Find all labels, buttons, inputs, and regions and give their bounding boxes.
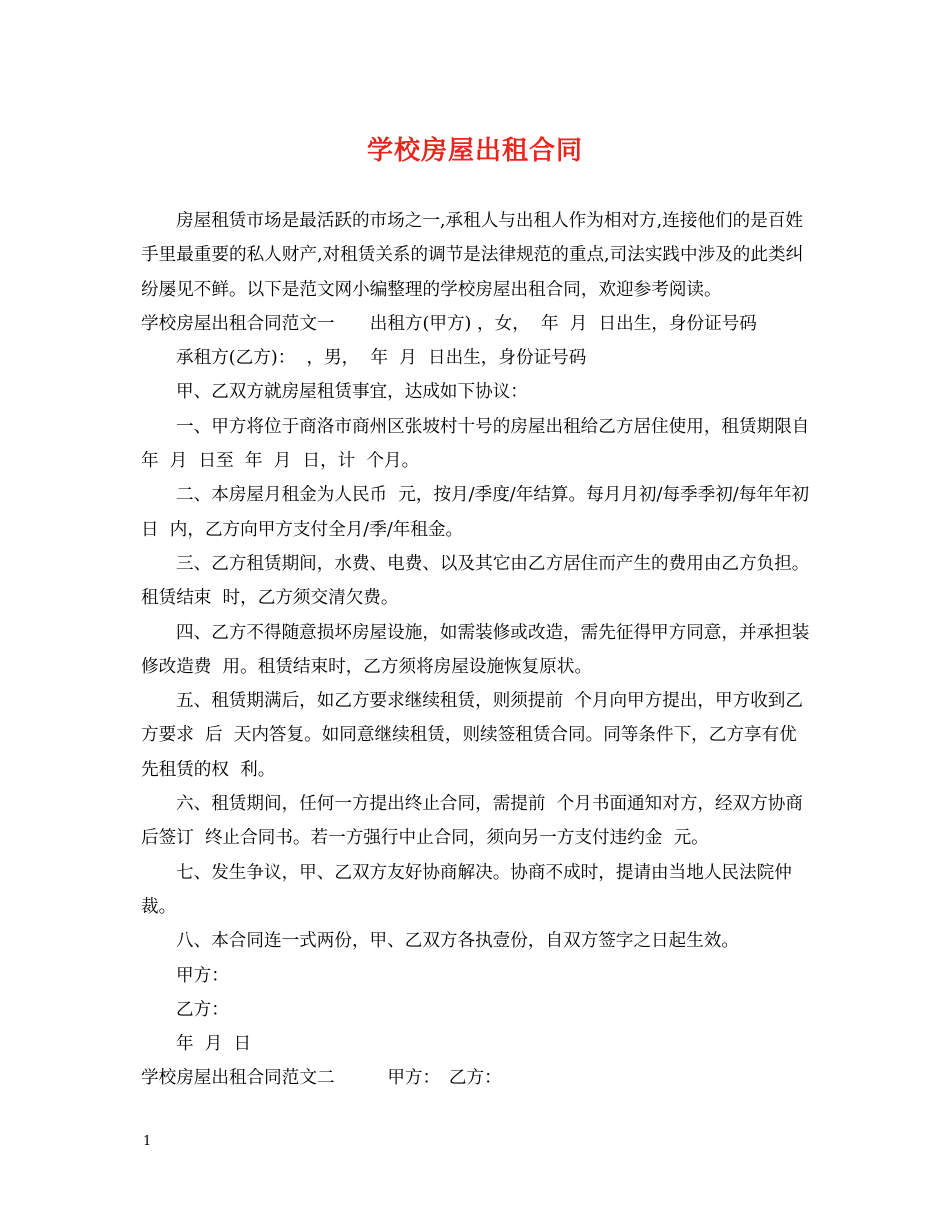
clause-4: 四、乙方不得随意损坏房屋设施，如需装修或改造，需先征得甲方同意，并承担装修改造费 用。租赁结束时，乙方须将房屋设施恢复原状。 xyxy=(141,622,810,677)
clause-5: 五、租赁期满后，如乙方要求继续租赁，则须提前 个月向甲方提出，甲方收到乙方要求 后 天内答复。如同意继续租赁，则续签租赁合同。同等条件下，乙方享有优先租赁的权 利。 xyxy=(141,691,803,780)
document-body xyxy=(141,204,821,1096)
clause-1: 一、甲方将位于商洛市商州区张坡村十号的房屋出租给乙方居住使用，租赁期限自 年 月 日至 年 月 日，计 个月。 xyxy=(141,416,821,472)
document-title: 学校房屋出租合同 xyxy=(366,136,583,166)
signature-date: 年 月 日 xyxy=(176,1034,252,1055)
clause-6: 六、租赁期间，任何一方提出终止合同，需提前 个月书面通知对方，经双方协商后签订 终止合同书。若一方强行中止合同，须向另一方支付违约金 元。 xyxy=(141,794,803,849)
clause-7: 七、发生争议，甲、乙双方友好协商解决。协商不成时，提请由当地人民法院仲裁。 xyxy=(141,862,792,917)
signature-party-b: 乙方： xyxy=(176,999,229,1020)
sample-two-heading: 学校房屋出租合同范文二 甲方： 乙方： xyxy=(141,1068,502,1089)
agreement-intro: 甲、乙双方就房屋租赁事宜，达成如下协议： xyxy=(176,382,528,403)
page-number: 1 xyxy=(143,1134,152,1149)
sample-one-heading-lessor: 学校房屋出租合同范文一 出租方(甲方) ，女， 年 月 日出生，身份证号码 xyxy=(141,313,757,334)
intro-paragraph: 房屋租赁市场是最活跃的市场之一,承租人与出租人作为相对方,连接他们的是百姓手里最重要的私人财产,对租赁关系的调节是法律规范的重点,司法实践中涉及的此类纠纷屡见不鲜。以下是范文网小编整理的学校房屋出租合同，欢迎参考阅读。 xyxy=(141,211,804,300)
clause-3: 三、乙方租赁期间，水费、电费、以及其它由乙方居住而产生的费用由乙方负担。租赁结束 时，乙方须交清欠费。 xyxy=(141,553,810,609)
clause-2: 二、本房屋月租金为人民币 元，按月/季度/年结算。每月月初/每季季初/每年年初 日 内，乙方向甲方支付全月/季/年租金。 xyxy=(141,485,821,540)
lessee-line: 承租方(乙方)： ，男， 年 月 日出生，身份证号码 xyxy=(176,348,587,369)
signature-party-a: 甲方： xyxy=(176,965,229,986)
clause-8: 八、本合同连一式两份，甲、乙双方各执壹份，自双方签字之日起生效。 xyxy=(176,931,740,952)
